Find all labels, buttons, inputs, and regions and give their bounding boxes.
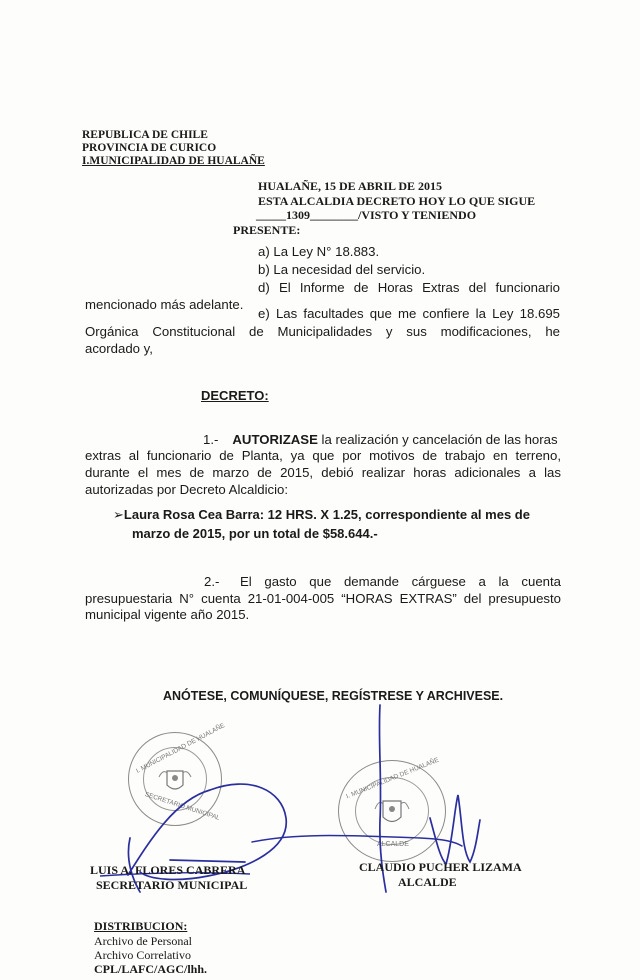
right-signer-title: ALCALDE <box>398 875 457 889</box>
distribution-item: CPL/LAFC/AGC/lhh. <box>94 962 208 976</box>
stamp-left-bottom-text: SECRETARIO MUNICIPAL <box>143 791 221 822</box>
visto-e-line2: Orgánica Constitucional de Municipalidades y sus modificaciones, he <box>85 324 560 339</box>
article-1-keyword: AUTORIZASE <box>232 432 318 447</box>
article-1-line1 <box>203 431 558 448</box>
arrow-bullet-icon: ➢ <box>113 508 124 523</box>
closing-formula: ANÓTESE, COMUNÍQUESE, REGÍSTRESE Y ARCHIVESE. <box>163 689 504 703</box>
stamp-right-top-text: I. MUNICIPALIDAD DE HUALAÑE <box>345 756 440 801</box>
place-date: HUALAÑE, 15 DE ABRIL DE 2015 <box>258 179 443 193</box>
article-1-number: 1.- <box>203 432 219 447</box>
stamp-left <box>128 722 227 826</box>
bullet-line2: marzo de 2015, por un total de $58.644.- <box>132 526 378 541</box>
left-signer-name: LUIS A. FLORES CABRERA <box>90 863 246 877</box>
decree-heading: ESTA ALCALDIA DECRETO HOY LO QUE SIGUE <box>258 194 536 208</box>
distribution-title: DISTRIBUCION: <box>94 919 188 933</box>
article-1-line2: extras al funcionario de Planta, ya que por motivos de trabajo en terreno, <box>85 448 561 463</box>
right-signer-name: CLAUDIO PUCHER LIZAMA <box>359 860 522 874</box>
visto-d-line2: mencionado más adelante. <box>85 297 244 312</box>
presente-label: PRESENTE: <box>233 223 301 237</box>
article-1-line3: durante el mes de marzo de 2015, debió realizar horas adicionales a las <box>85 465 561 480</box>
decree-number-line: _____1309________/VISTO Y TENIENDO <box>256 208 477 222</box>
visto-d-line1: d) El Informe de Horas Extras del funcionario <box>258 280 560 295</box>
header-municipality: I.MUNICIPALIDAD DE HUALAÑE <box>82 155 265 167</box>
article-2-line1: El gasto que demande cárguese a la cuenta <box>240 574 561 589</box>
stamp-right-bottom-text: ALCALDE <box>377 841 409 848</box>
header-province: PROVINCIA DE CURICO <box>82 142 217 154</box>
left-signer-title: SECRETARIO MUNICIPAL <box>96 878 248 892</box>
distribution-item: Archivo Correlativo <box>94 948 191 962</box>
visto-e-line3: acordado y, <box>85 341 153 356</box>
stamp-left-top-text: I. MUNICIPALIDAD DE HUALAÑE <box>135 722 227 775</box>
header-country: REPUBLICA DE CHILE <box>82 129 208 141</box>
header-block <box>82 129 265 168</box>
article-2-line3: municipal vigente año 2015. <box>85 607 250 622</box>
bullet-line1: Laura Rosa Cea Barra: 12 HRS. X 1.25, correspondiente al mes de <box>123 507 530 522</box>
article-1-line4: autorizadas por Decreto Alcaldicio: <box>85 482 289 497</box>
visto-e-line1: e) Las facultades que me confiere la Ley 18.695 <box>258 306 560 321</box>
distribution-list <box>94 934 207 976</box>
decreto-title: DECRETO: <box>201 388 269 403</box>
article-2-number: 2.- <box>204 574 220 589</box>
article-2-line2: presupuestaria N° cuenta 21-01-004-005 “HORAS EXTRAS” del presupuesto <box>85 591 561 606</box>
visto-b: b) La necesidad del servicio. <box>258 262 426 277</box>
visto-a: a) La Ley N° 18.883. <box>258 244 380 259</box>
bullet-item <box>113 507 530 523</box>
stamp-right <box>338 756 446 862</box>
distribution-item: Archivo de Personal <box>94 934 192 948</box>
article-1-line1-rest: la realización y cancelación de las horas <box>317 432 558 447</box>
